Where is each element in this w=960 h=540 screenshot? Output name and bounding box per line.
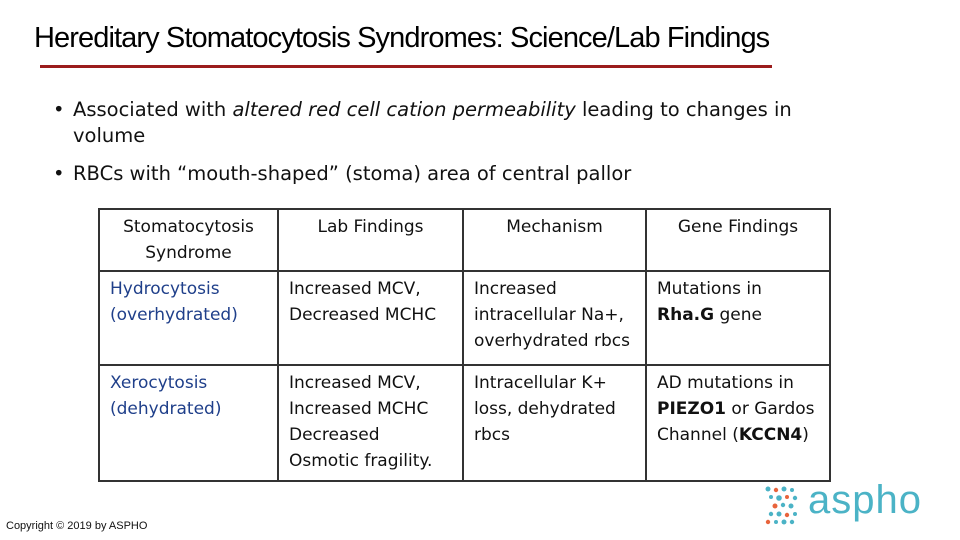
lab-line: Decreased MCHC (289, 305, 437, 325)
bullet-glyph: • (53, 162, 65, 185)
bullet-text-pre: Associated with (73, 98, 233, 121)
syndrome-cell: Hydrocytosis (overhydrated) (99, 271, 278, 365)
lab-findings-cell (278, 271, 463, 365)
header-syndrome: Stomatocytosis Syndrome (99, 209, 278, 271)
gene-text: or Gardos Channel ( (657, 399, 815, 445)
syndrome-cell: Xerocytosis (dehydrated) (110, 373, 222, 419)
table-header-row (99, 209, 830, 271)
bullet-list (53, 97, 853, 199)
gene-text: AD mutations in (657, 373, 794, 393)
lab-line: Increased MCV, (289, 279, 421, 299)
gene-text: Mutations in (657, 279, 762, 299)
table-row (99, 271, 830, 365)
lab-line: Decreased Osmotic fragility. (289, 425, 433, 471)
header-gene-findings: Gene Findings (646, 209, 830, 271)
dna-dots-icon (762, 484, 806, 526)
lab-line: Increased MCHC (289, 399, 429, 419)
bullet-text: RBCs with “mouth-shaped” (stoma) area of central pallor (73, 162, 632, 185)
slide-title: Hereditary Stomatocytosis Syndromes: Science/Lab Findings (34, 22, 770, 54)
bullet-emphasis: altered red cell cation permeability (232, 98, 576, 121)
gene-text: gene (714, 305, 762, 325)
title-underline (40, 65, 772, 68)
mechanism-cell: Intracellular K+ loss, dehydrated rbcs (463, 365, 646, 481)
gene-name: Rha.G (657, 305, 715, 325)
lab-findings-cell (278, 365, 463, 481)
aspho-logo (762, 478, 942, 526)
mechanism-cell: Increased intracellular Na+, overhydrated rbcs (463, 271, 646, 365)
gene-name: PIEZO1 (657, 399, 727, 419)
lab-line: Increased MCV, (289, 373, 421, 393)
gene-name: KCCN4 (738, 425, 803, 445)
copyright-notice: Copyright © 2019 by ASPHO (6, 520, 148, 532)
bullet-glyph: • (53, 98, 65, 121)
gene-findings-cell (646, 271, 830, 365)
bullet-item (53, 97, 853, 149)
header-lab-findings: Lab Findings (278, 209, 463, 271)
bullet-text-post: leading to changes in volume (73, 98, 792, 147)
header-mechanism: Mechanism (463, 209, 646, 271)
gene-text: ) (802, 425, 809, 445)
table-row (99, 365, 830, 481)
bullet-item (53, 161, 853, 187)
logo-wordmark: aspho (808, 478, 922, 522)
gene-findings-cell (646, 365, 830, 481)
findings-table (98, 208, 831, 482)
